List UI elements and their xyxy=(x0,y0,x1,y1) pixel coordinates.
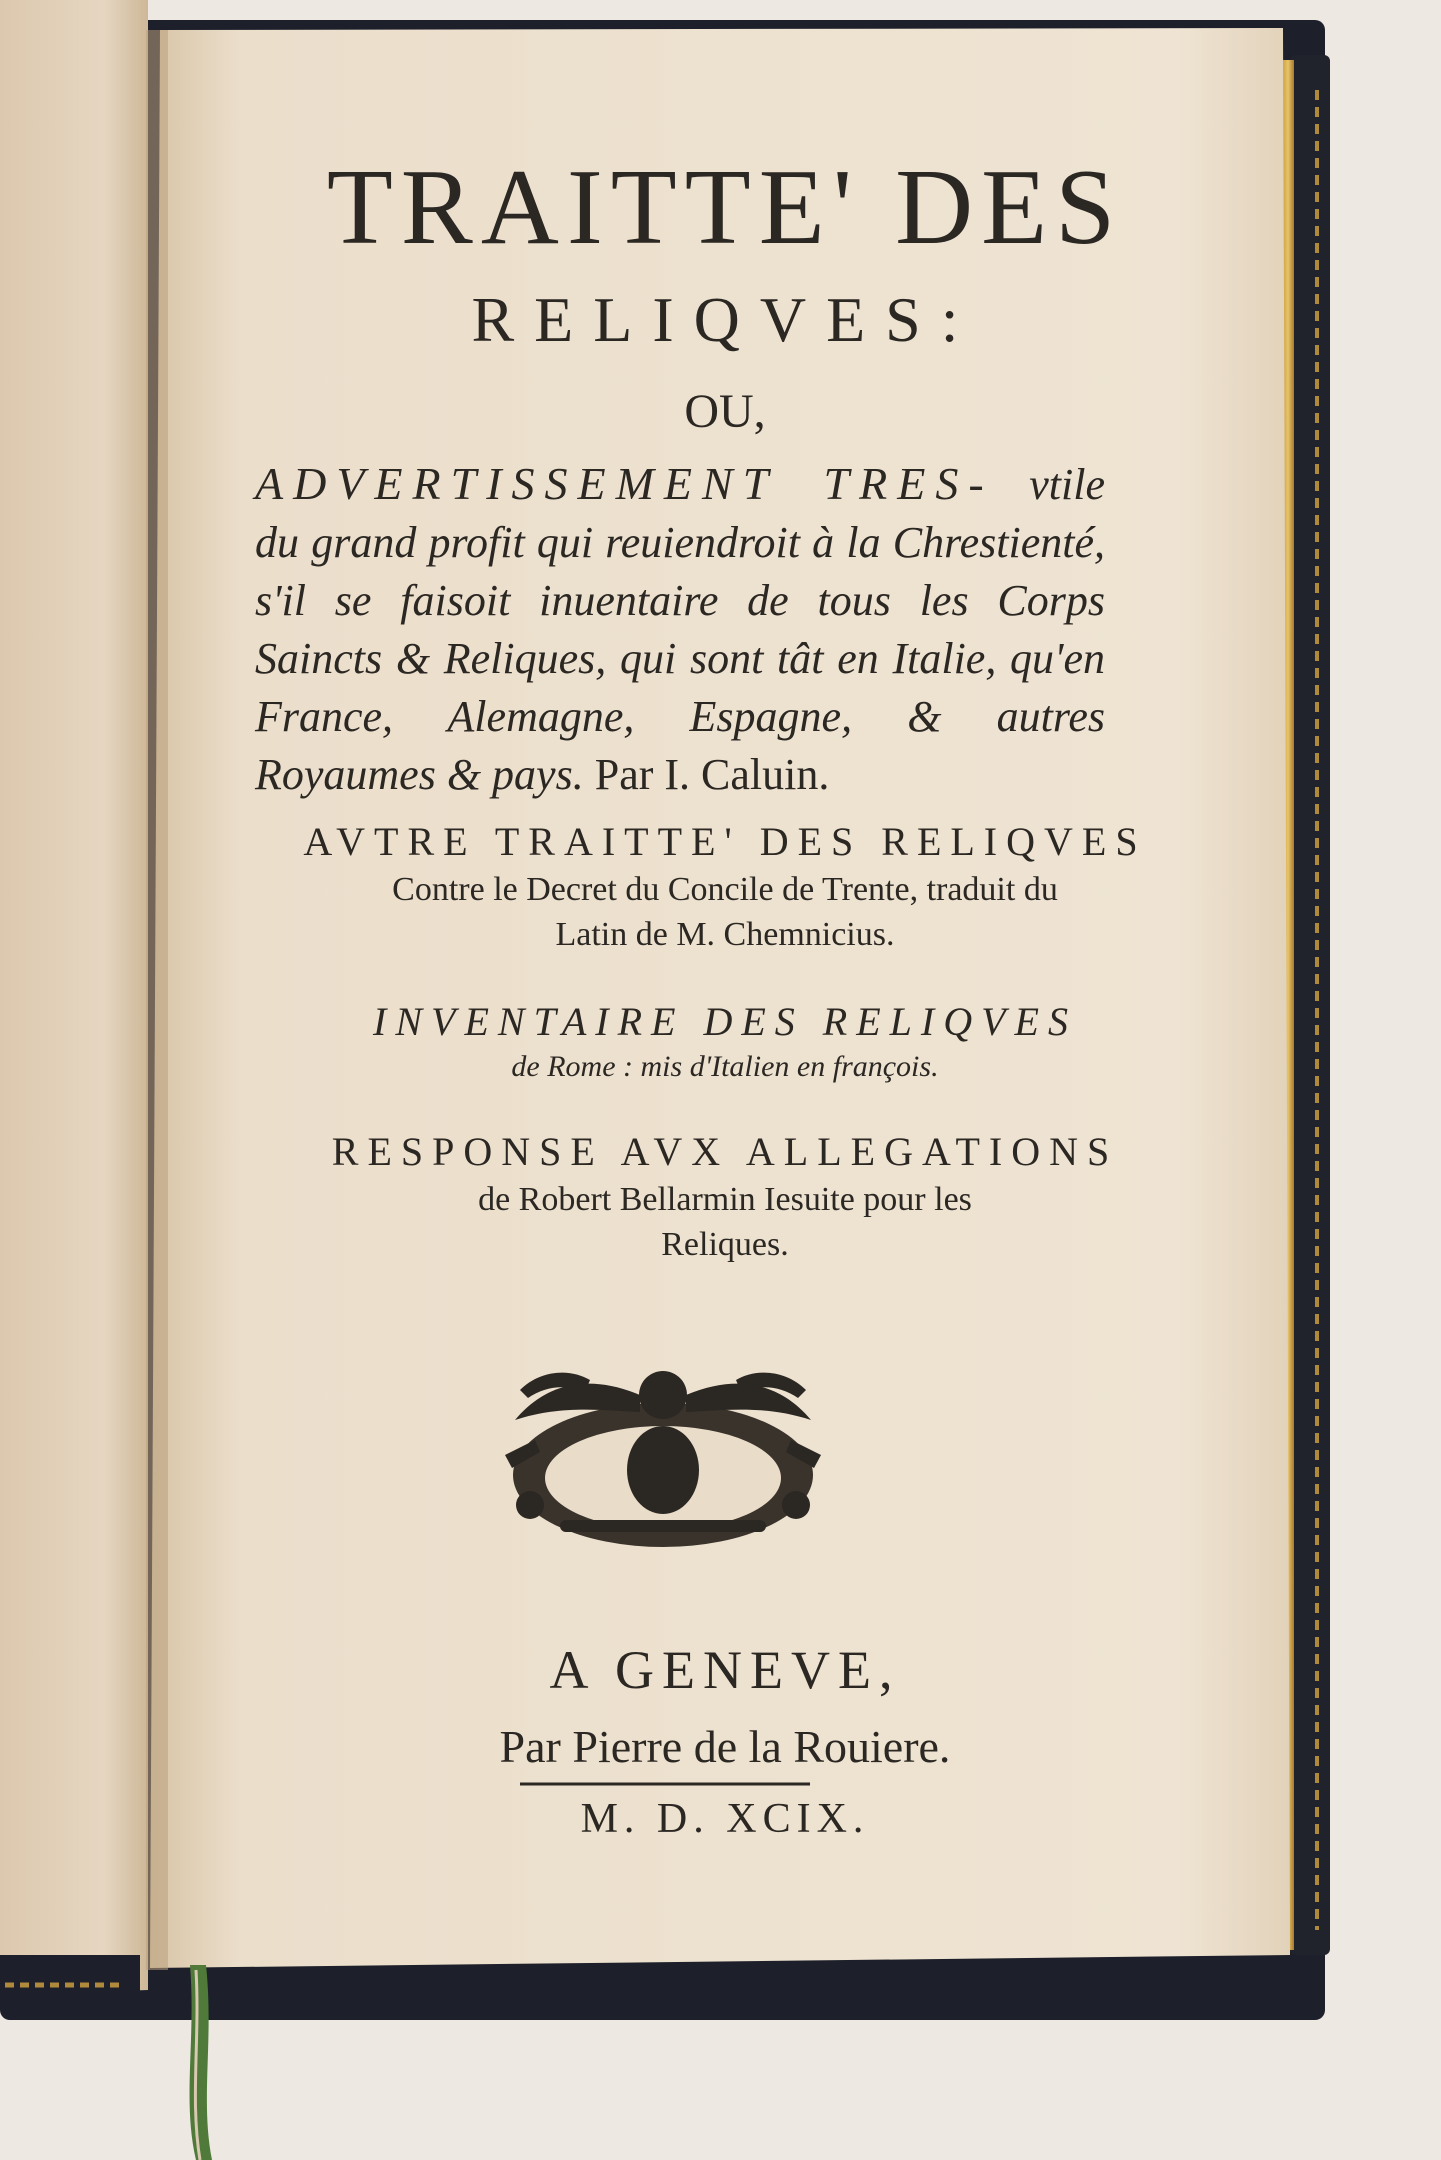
left-page xyxy=(0,0,148,1995)
imprint-printer: Par Pierre de la Rouiere. xyxy=(499,1721,951,1772)
left-turn-in xyxy=(0,1955,140,2000)
title-line-2: RELIQVES: xyxy=(471,284,979,355)
section-2-title: INVENTAIRE DES RELIQVES xyxy=(373,999,1077,1044)
advertisement-text: vtile du grand profit qui reuiendroit à la Chrestienté, s'il se faisoit inuentaire de tous les Corps Saincts & Reliques, qui sont tât en Italie, qu'en France, Alemagne, Espagne, & autres Royaumes & pays. xyxy=(255,460,1105,799)
imprint-city: A GENEVE, xyxy=(549,1640,901,1700)
printers-device-woodcut xyxy=(505,1371,821,1547)
section-1-line-1: Contre le Decret du Concile de Trente, traduit du xyxy=(392,871,1058,908)
section-3-line-2: Reliques. xyxy=(661,1226,789,1263)
imprint-date: M. D. XCIX. xyxy=(580,1796,870,1842)
advertisement-paragraph xyxy=(255,455,1105,804)
section-2-line-1: de Rome : mis d'Italien en françois. xyxy=(511,1050,939,1083)
advertisement-caps: ADVERTISSEMENT TRES- xyxy=(255,458,994,509)
section-1-line-2: Latin de M. Chemnicius. xyxy=(555,916,895,953)
section-3-line-1: de Robert Bellarmin Iesuite pour les xyxy=(478,1181,972,1218)
right-board xyxy=(1290,55,1330,1955)
author-credit: Par I. Caluin. xyxy=(594,750,830,799)
title-line-3: OU, xyxy=(684,385,766,438)
title-line-1: TRAITTE' DES xyxy=(326,148,1124,267)
section-3-title: RESPONSE AVX ALLEGATIONS xyxy=(331,1129,1119,1174)
section-1-title: AVTRE TRAITTE' DES RELIQVES xyxy=(303,819,1147,864)
